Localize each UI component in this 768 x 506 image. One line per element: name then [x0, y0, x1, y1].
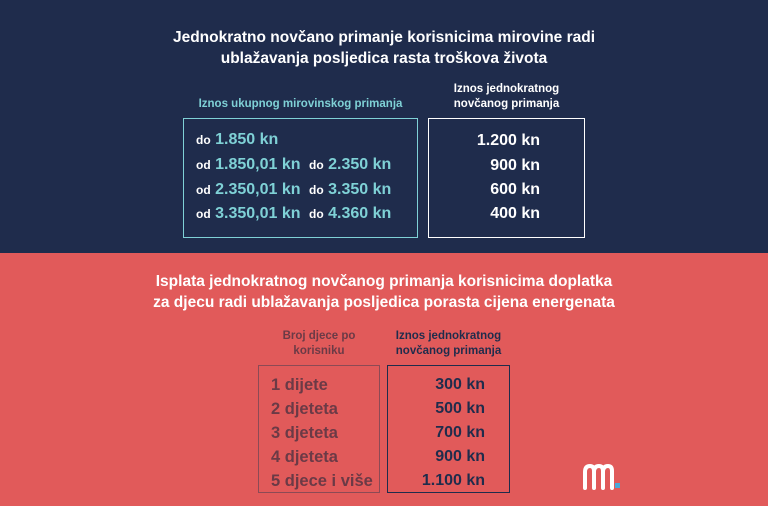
- child-right-header-line1: Iznos jednokratnog: [395, 330, 502, 342]
- child-count: 1 dijete: [271, 376, 328, 394]
- range-to-label: do: [308, 158, 324, 172]
- range-to-value: 4.360 kn: [328, 205, 392, 222]
- child-amount: 1.100 kn: [421, 472, 485, 489]
- child-title-line2: za djecu radi ublažavanja posljedica porasta cijena energenata: [153, 294, 615, 311]
- child-amount: 700 kn: [435, 424, 485, 441]
- range-row-3: [196, 181, 391, 199]
- child-amounts-box: [387, 365, 510, 493]
- range-row-4: [196, 205, 391, 223]
- pension-title-line1: Jednokratno novčano primanje korisnicima mirovine radi: [172, 29, 596, 46]
- range-from-label: od: [196, 207, 211, 221]
- pension-ranges-box: [183, 118, 418, 238]
- range-to-value: 2.350 kn: [328, 156, 392, 173]
- m-logo-icon: [582, 462, 622, 492]
- pension-title: [0, 27, 768, 69]
- range-row-1: [196, 131, 278, 149]
- child-count: 2 djeteta: [271, 400, 338, 418]
- range-to-label: do: [308, 207, 324, 221]
- range-from-value: 1.850,01 kn: [215, 156, 301, 173]
- child-amount: 900 kn: [435, 448, 485, 465]
- range-to-value: 3.350 kn: [328, 181, 392, 198]
- range-from-value: 3.350,01 kn: [215, 205, 301, 222]
- pension-right-header-line2: novčanog primanja: [453, 98, 560, 110]
- range-from-value: 2.350,01 kn: [215, 181, 301, 198]
- range-from-label: do: [196, 133, 211, 147]
- pension-amount: 900 kn: [490, 157, 540, 174]
- pension-right-header: [428, 82, 585, 112]
- child-right-header: [387, 329, 510, 359]
- pension-amount: 1.200 kn: [476, 132, 540, 149]
- child-right-header-line2: novčanog primanja: [395, 345, 502, 357]
- pension-title-line2: ublažavanja posljedica rasta troškova života: [220, 50, 548, 67]
- child-allowance-section: [0, 253, 768, 506]
- pension-right-header-line1: Iznos jednokratnog: [453, 83, 560, 95]
- range-from-label: od: [196, 158, 211, 172]
- range-row-2: [196, 156, 391, 174]
- range-to-label: do: [308, 183, 324, 197]
- child-left-header-line2: korisniku: [293, 345, 345, 357]
- pension-left-header: Iznos ukupnog mirovinskog primanja: [198, 98, 403, 110]
- pension-amounts-box: [428, 118, 585, 238]
- child-title-line1: Isplata jednokratnog novčanog primanja korisnicima doplatka: [155, 273, 613, 290]
- child-amount: 300 kn: [435, 376, 485, 393]
- range-from-label: od: [196, 183, 211, 197]
- child-count: 3 djeteta: [271, 424, 338, 442]
- child-counts-box: [258, 365, 380, 493]
- child-left-header-line1: Broj djece po: [282, 330, 356, 342]
- pension-amount: 600 kn: [490, 181, 540, 198]
- child-count: 4 djeteta: [271, 448, 338, 466]
- pension-amount: 400 kn: [490, 205, 540, 222]
- child-title: [0, 271, 768, 313]
- child-amount: 500 kn: [435, 400, 485, 417]
- child-count: 5 djece i više: [271, 472, 373, 490]
- child-left-header: [258, 329, 380, 359]
- range-from-value: 1.850 kn: [215, 131, 279, 148]
